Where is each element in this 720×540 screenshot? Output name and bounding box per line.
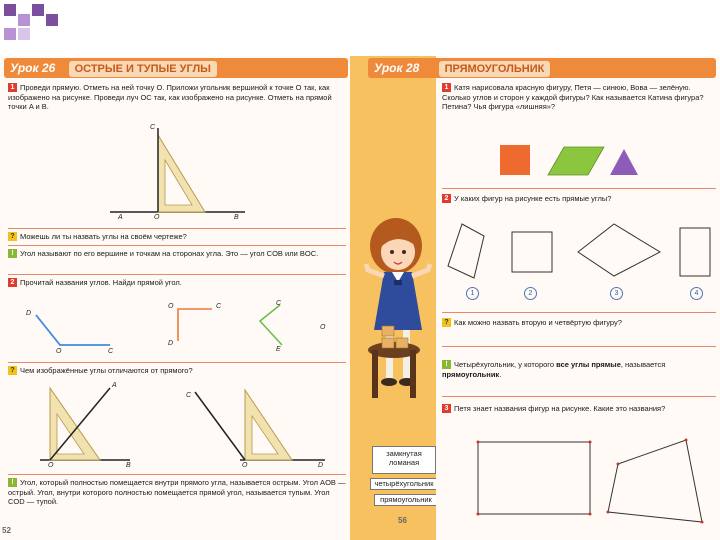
divider — [8, 274, 346, 275]
divider — [442, 188, 716, 189]
divider — [8, 228, 346, 229]
angle-label: O — [320, 324, 326, 331]
lesson-header-right — [368, 58, 716, 78]
figure-number: 1 — [466, 287, 479, 300]
point-label-o: O — [48, 462, 54, 469]
figure-angles — [20, 295, 340, 355]
figure-rectangle-quadrilateral — [476, 436, 716, 528]
lesson-header-left — [4, 58, 348, 78]
task-number: 3 — [442, 404, 451, 413]
lesson-title: ОСТРЫЕ И ТУПЫЕ УГЛЫ — [69, 61, 217, 77]
spine-term-box: прямоугольник — [374, 494, 438, 506]
task-text: У каких фигур на рисунке есть прямые углы? — [454, 194, 612, 203]
angle-label: D — [168, 340, 174, 347]
task-2-right — [442, 194, 716, 204]
figure-set-square — [110, 120, 250, 220]
note-text-bold: все углы прямые — [556, 360, 621, 369]
task-text: Прочитай названия углов. Найди прямой угол. — [20, 278, 182, 287]
note-icon: ! — [8, 249, 17, 258]
question-yellow-1 — [8, 232, 346, 242]
note-icon: ! — [442, 360, 451, 369]
task-number: 2 — [442, 194, 451, 203]
green-parallelogram — [548, 147, 604, 175]
angle-label: E — [276, 346, 281, 353]
note-text: Угол, который полностью помещается внутри прямого угла, называется острым. Угол AOB — острый. Угол, внутри которого полностью помещается прямой угол, называется тупым. Угол COD — тупой. — [8, 478, 346, 506]
deco-square — [4, 4, 16, 16]
divider — [442, 346, 716, 347]
note-2 — [8, 478, 346, 507]
figure-quadrilaterals — [444, 220, 716, 284]
angle-label: O — [168, 303, 174, 310]
note-term-bold: прямоугольник — [442, 369, 500, 379]
spine-term-box: четырёхугольник — [370, 478, 438, 490]
note-text: . — [499, 369, 502, 379]
task-number: 1 — [442, 83, 451, 92]
spine-term-box: замкнутая ломаная — [372, 446, 436, 474]
angle-label: D — [26, 310, 32, 317]
point-label-o: O — [242, 462, 248, 469]
question-text: Как можно назвать вторую и четвёртую фигуру? — [454, 318, 622, 327]
point-label-o: O — [154, 214, 160, 221]
deco-square — [18, 14, 30, 26]
page-number-right: 56 — [398, 516, 407, 525]
task-number: 2 — [8, 278, 17, 287]
task-1-right — [442, 83, 716, 112]
angle-label: C — [276, 300, 282, 307]
divider — [8, 362, 346, 363]
divider — [442, 312, 716, 313]
angle-label: C — [108, 348, 114, 355]
deco-square — [46, 14, 58, 26]
point-label-a: A — [112, 382, 117, 389]
task-3-right — [442, 404, 716, 414]
divider — [8, 245, 346, 246]
note-text: Угол называют по его вершине и точкам на сторонах угла. Это — угол COB или BOC. — [20, 249, 319, 258]
point-label-a: A — [118, 214, 123, 221]
deco-square — [4, 28, 16, 40]
red-square — [500, 145, 530, 175]
point-label-d: D — [318, 462, 324, 469]
deco-square — [18, 28, 30, 40]
figure-number: 4 — [690, 287, 703, 300]
note-text: Четырёхугольник, у которого — [454, 360, 557, 369]
question-icon: ? — [442, 318, 451, 327]
angle-label: O — [56, 348, 62, 355]
task-1-left — [8, 83, 346, 112]
girl-illustration — [358, 200, 442, 430]
lesson-number: Урок 26 — [10, 61, 56, 75]
deco-square — [32, 4, 44, 16]
question-icon: ? — [8, 232, 17, 241]
note-text: , называется — [620, 360, 666, 369]
figure-number: 2 — [524, 287, 537, 300]
task-text: Петя знает названия фигур на рисунке. Какие это названия? — [454, 404, 666, 413]
decorative-squares — [0, 0, 120, 44]
question-text: Чем изображённые углы отличаются от прямого? — [20, 366, 193, 375]
lesson-number: Урок 28 — [374, 61, 420, 75]
task-number: 1 — [8, 83, 17, 92]
point-label-b: B — [126, 462, 131, 469]
question-text: Можешь ли ты назвать углы на своём чертеже? — [20, 232, 187, 241]
task-text: Катя нарисовала красную фигуру, Петя — синюю, Вова — зелёную. Сколько углов и сторон у каждой фигуры? Как называется Катина фигура? Петина? Чья фигура «лишняя»? — [442, 83, 704, 111]
note-1 — [8, 249, 346, 259]
purple-triangle — [610, 149, 638, 175]
note-right — [442, 360, 716, 379]
note-icon: ! — [8, 478, 17, 487]
divider — [442, 396, 716, 397]
question-icon: ? — [8, 366, 17, 375]
task-text: Проведи прямую. Отметь на ней точку O. Приложи угольник вершиной к точке O так, как изображено на рисунке. Проведи луч OC так, как изображено на рисунке. Отметь на прямой точки A и B. — [8, 83, 332, 111]
figure-number: 3 — [610, 287, 623, 300]
point-label-c: C — [150, 124, 156, 131]
question-yellow-2 — [8, 366, 346, 376]
task-2-left — [8, 278, 346, 288]
divider — [8, 474, 346, 475]
question-yellow-right — [442, 318, 716, 328]
angle-label: C — [216, 303, 222, 310]
lesson-title: ПРЯМОУГОЛЬНИК — [439, 61, 551, 77]
point-label-c: C — [186, 392, 192, 399]
page-number-left: 52 — [2, 526, 11, 535]
point-label-b: B — [234, 214, 239, 221]
figure-colored-shapes — [500, 145, 640, 179]
